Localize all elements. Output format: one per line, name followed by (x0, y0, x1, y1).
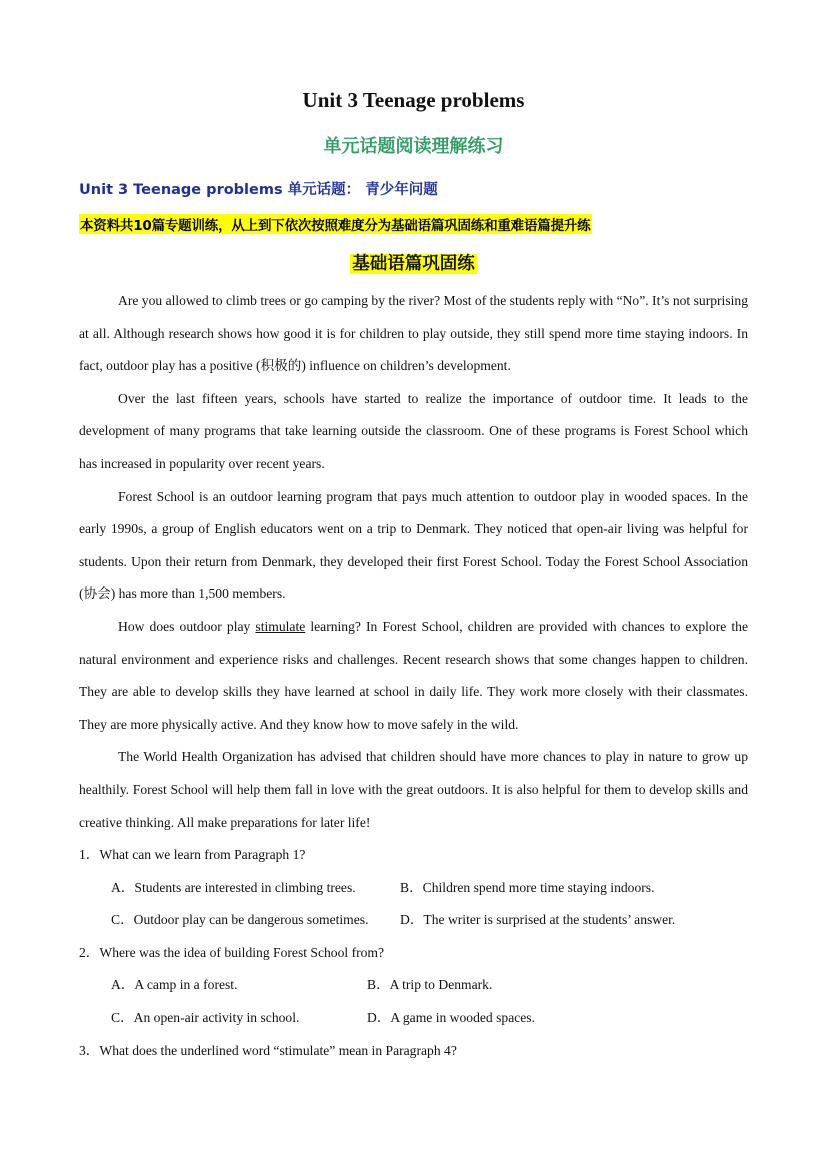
option-c: C．An open-air activity in school. (111, 1010, 300, 1026)
question-1-options-row-2 (79, 904, 748, 937)
section-heading-text: 基础语篇巩固练 (352, 254, 475, 274)
passage-paragraph-4 (79, 611, 748, 741)
passage-paragraph-5: The World Health Organization has advised that children should have more chances to play in nature to grow up healthily. Forest School will help them fall in love with the great outdoors. It is also helpful for them to develop skills and creative thinking. All make preparations for later life! (79, 749, 748, 830)
question-2: 2．Where was the idea of building Forest School from? (79, 944, 385, 960)
option-b: B．A trip to Denmark. (367, 977, 493, 993)
underlined-word: stimulate (255, 618, 306, 634)
document-title: Unit 3 Teenage problems (302, 88, 525, 112)
section-heading (0, 250, 827, 275)
passage-paragraph-2: Over the last fifteen years, schools have started to realize the importance of outdoor time. It leads to the development of many programs that take learning outside the classroom. One of these programs is Forest School which has increased in popularity over recent years. (79, 390, 748, 471)
document-subtitle: 单元话题阅读理解练习 (323, 136, 504, 157)
passage-paragraph-1: Are you allowed to climb trees or go camping by the river? Most of the students reply with “No”. It’s not surprising at all. Although research shows how good it is for children to play outside, they still spend more time staying indoors. In fact, outdoor play has a positive (积极的) influence on children’s development. (79, 293, 748, 374)
paragraph-4-start: How does outdoor play (118, 618, 256, 634)
question-3: 3．What does the underlined word “stimulate” mean in Paragraph 4? (79, 1042, 457, 1058)
option-d: D．A game in wooded spaces. (367, 1010, 535, 1026)
option-a: A．Students are interested in climbing trees. (111, 879, 356, 895)
paragraph-4-rest: learning? In Forest School, children are provided with chances to explore the natural environment and experience risks and challenges. Recent research shows that some changes happen to children. They are able to develop skills they have learned at school in daily life. They work more closely with their classmates. They are more physically active. And they know how to move safely in the wild. (79, 618, 748, 732)
question-2-options-row-1 (79, 969, 748, 1002)
question-2-options-row-2 (79, 1002, 748, 1035)
option-a: A．A camp in a forest. (111, 977, 238, 993)
highlighted-note: 本资料共10篇专题训练，从上到下依次按照难度分为基础语篇巩固练和重难语篇提升练 (79, 214, 592, 234)
question-1: 1．What can we learn from Paragraph 1? (79, 847, 306, 863)
passage-paragraph-3: Forest School is an outdoor learning program that pays much attention to outdoor play in wooded spaces. In the early 1990s, a group of English educators went on a trip to Denmark. They noticed that open-air living was helpful for students. Upon their return from Denmark, they developed their first Forest School. Today the Forest School Association (协会) has more than 1,500 members. (79, 488, 748, 602)
question-1-options-row-1 (79, 872, 748, 905)
reading-body (79, 285, 748, 1067)
option-d: D．The writer is surprised at the students’ answer. (400, 912, 676, 928)
option-b: B．Children spend more time staying indoors. (400, 879, 655, 895)
unit-topic: Unit 3 Teenage problems 单元话题： 青少年问题 (79, 182, 438, 198)
option-c: C．Outdoor play can be dangerous sometimes. (111, 912, 369, 928)
